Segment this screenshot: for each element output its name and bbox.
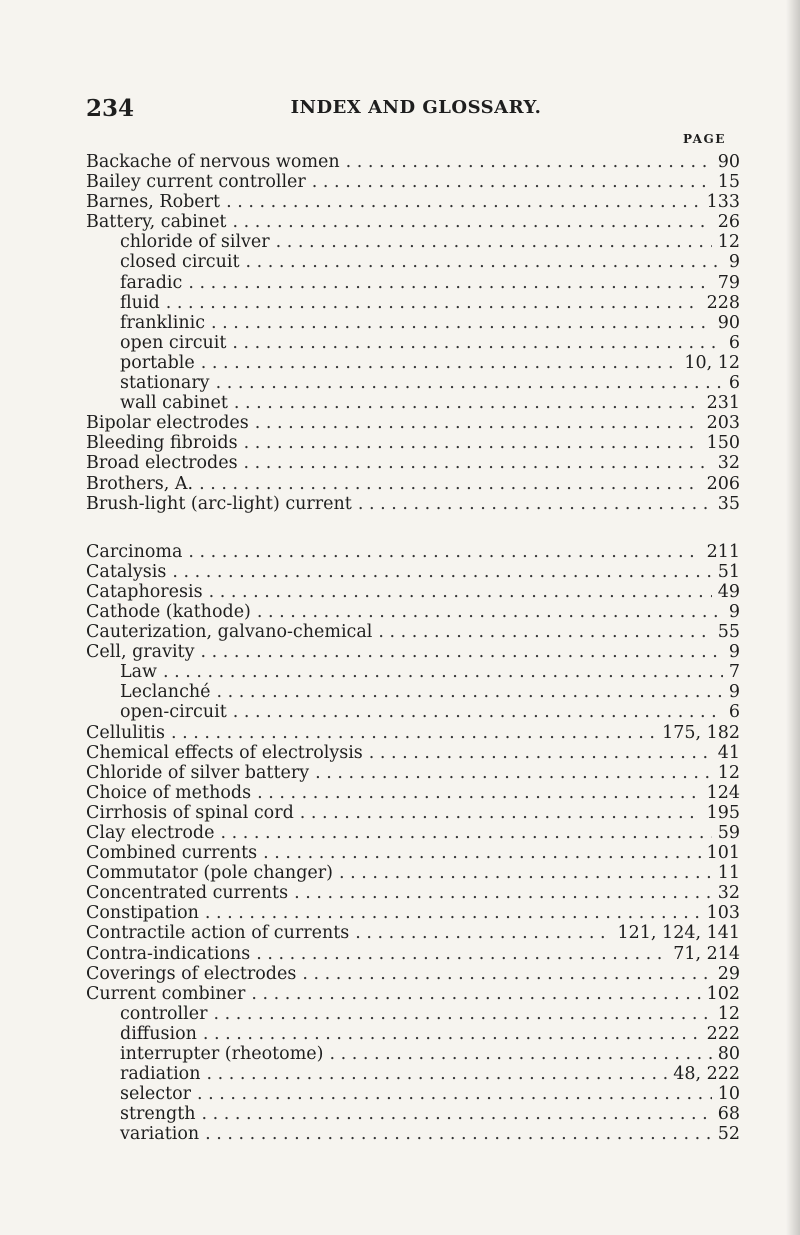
entry-term: wall cabinet <box>120 393 228 414</box>
entry-page-numbers: 41 <box>717 742 740 763</box>
index-subentry <box>86 1024 740 1044</box>
dot-leader <box>257 602 723 622</box>
entry-page-numbers: 68 <box>717 1104 740 1125</box>
dot-leader <box>355 923 611 943</box>
index-entry <box>86 843 740 863</box>
dot-leader <box>256 944 667 964</box>
page-column-label: PAGE <box>683 132 726 146</box>
entry-page-numbers: 51 <box>717 561 740 582</box>
index-entry <box>86 803 740 823</box>
entry-page-numbers: 124 <box>706 782 740 803</box>
dot-leader <box>232 212 711 232</box>
index-entry <box>86 984 740 1004</box>
page-header <box>86 95 746 125</box>
entry-term: Bailey current controller <box>86 172 306 193</box>
dot-leader <box>263 843 700 863</box>
entry-term: Law <box>120 662 158 683</box>
entry-term: open circuit <box>120 332 227 353</box>
index-entry <box>86 883 740 903</box>
index-subentry <box>86 682 740 702</box>
entry-term: selector <box>120 1084 192 1105</box>
entry-page-numbers: 71, 214 <box>673 943 740 964</box>
entry-term: Bleeding fibroids <box>86 433 238 454</box>
entry-term: stationary <box>120 373 210 394</box>
dot-leader <box>255 413 701 433</box>
entry-term: open-circuit <box>120 702 227 723</box>
dot-leader <box>199 474 701 494</box>
entry-term: fluid <box>120 292 160 313</box>
dot-leader <box>220 823 711 843</box>
entry-page-numbers: 206 <box>706 473 740 494</box>
dot-leader <box>200 642 722 662</box>
dot-leader <box>232 333 722 353</box>
index-entry <box>86 172 740 192</box>
dot-leader <box>294 883 712 903</box>
dot-leader <box>251 984 700 1004</box>
index-entry <box>86 453 740 473</box>
entry-page-numbers: 9 <box>728 252 740 273</box>
entry-term: faradic <box>120 272 183 293</box>
index-entry <box>86 622 740 642</box>
entry-term: interrupter (rheotome) <box>120 1044 324 1065</box>
entry-page-numbers: 231 <box>706 393 740 414</box>
dot-leader <box>300 803 701 823</box>
entry-page-numbers: 6 <box>728 332 740 353</box>
page-edge-shadow <box>786 0 800 1235</box>
entry-term: variation <box>120 1124 200 1145</box>
index-entry <box>86 783 740 803</box>
index-subentry <box>86 1044 740 1064</box>
entry-page-numbers: 12 <box>717 762 740 783</box>
dot-leader <box>246 252 723 272</box>
dot-leader <box>329 1044 711 1064</box>
entry-term: Cataphoresis <box>86 581 203 602</box>
entry-term: Barnes, Robert <box>86 192 221 213</box>
entry-page-numbers: 10 <box>717 1084 740 1105</box>
entry-page-numbers: 121, 124, 141 <box>617 923 740 944</box>
entry-page-numbers: 10, 12 <box>684 352 740 373</box>
entry-term: controller <box>120 1003 208 1024</box>
index-entry <box>86 602 740 622</box>
index-entry <box>86 474 740 494</box>
page-number: 234 <box>86 95 135 122</box>
index-subentry <box>86 702 740 722</box>
entry-page-numbers: 32 <box>717 453 740 474</box>
entry-page-numbers: 55 <box>717 622 740 643</box>
dot-leader <box>302 964 711 984</box>
index-entry <box>86 212 740 232</box>
entry-page-numbers: 228 <box>706 292 740 313</box>
index-subentry <box>86 373 740 393</box>
entry-page-numbers: 35 <box>717 493 740 514</box>
entry-term: franklinic <box>120 312 206 333</box>
entry-term: diffusion <box>120 1023 197 1044</box>
dot-leader <box>211 313 712 333</box>
dot-leader <box>163 662 723 682</box>
entry-term: Chloride of silver battery <box>86 762 310 783</box>
index-entry-list <box>86 152 740 1145</box>
index-subentry <box>86 252 740 272</box>
index-entry <box>86 642 740 662</box>
entry-term: Contra-indications <box>86 943 251 964</box>
entry-term: portable <box>120 352 195 373</box>
dot-leader <box>206 1064 667 1084</box>
entry-page-numbers: 80 <box>717 1044 740 1065</box>
entry-page-numbers: 11 <box>717 863 740 884</box>
entry-term: Catalysis <box>86 561 167 582</box>
index-entry <box>86 152 740 172</box>
index-entry <box>86 433 740 453</box>
index-subentry <box>86 273 740 293</box>
entry-term: Commutator (pole changer) <box>86 863 333 884</box>
entry-page-numbers: 90 <box>717 312 740 333</box>
dot-leader <box>226 192 701 212</box>
index-subentry <box>86 232 740 252</box>
entry-page-numbers: 6 <box>728 373 740 394</box>
dot-leader <box>209 582 712 602</box>
index-entry <box>86 562 740 582</box>
entry-term: Battery, cabinet <box>86 212 227 233</box>
entry-term: Combined currents <box>86 843 258 864</box>
dot-leader <box>346 152 712 172</box>
running-head: INDEX AND GLOSSARY. <box>290 97 542 118</box>
dot-leader <box>358 494 712 514</box>
index-subentry <box>86 1004 740 1024</box>
index-entry <box>86 964 740 984</box>
entry-term: radiation <box>120 1064 201 1085</box>
dot-leader <box>188 273 711 293</box>
entry-page-numbers: 195 <box>706 802 740 823</box>
dot-leader <box>205 903 701 923</box>
dot-leader <box>244 433 701 453</box>
entry-page-numbers: 12 <box>717 1003 740 1024</box>
entry-page-numbers: 32 <box>717 883 740 904</box>
entry-term: Cathode (kathode) <box>86 601 251 622</box>
entry-page-numbers: 49 <box>717 581 740 602</box>
entry-page-numbers: 211 <box>706 541 740 562</box>
index-entry <box>86 192 740 212</box>
index-subentry <box>86 662 740 682</box>
entry-term: Choice of methods <box>86 782 252 803</box>
index-entry <box>86 903 740 923</box>
dot-leader <box>171 723 656 743</box>
entry-page-numbers: 29 <box>717 963 740 984</box>
entry-page-numbers: 175, 182 <box>662 722 740 743</box>
dot-leader <box>213 1004 711 1024</box>
dot-leader <box>257 783 701 803</box>
index-entry <box>86 763 740 783</box>
index-entry <box>86 944 740 964</box>
entry-page-numbers: 133 <box>706 192 740 213</box>
dot-leader <box>339 863 712 883</box>
index-subentry <box>86 353 740 373</box>
index-subentry <box>86 1084 740 1104</box>
entry-term: Chemical effects of electrolysis <box>86 742 363 763</box>
entry-term: Concentrated currents <box>86 883 289 904</box>
entry-term: Cellulitis <box>86 722 166 743</box>
entry-term: Constipation <box>86 903 199 924</box>
dot-leader <box>312 172 712 192</box>
entry-term: Cell, gravity <box>86 642 195 663</box>
entry-page-numbers: 15 <box>717 172 740 193</box>
entry-page-numbers: 150 <box>706 433 740 454</box>
entry-term: strength <box>120 1104 196 1125</box>
index-subentry <box>86 313 740 333</box>
entry-page-numbers: 101 <box>706 843 740 864</box>
index-entry <box>86 723 740 743</box>
entry-page-numbers: 9 <box>728 601 740 622</box>
entry-page-numbers: 103 <box>706 903 740 924</box>
entry-term: Leclanché <box>120 682 211 703</box>
entry-term: closed circuit <box>120 252 240 273</box>
dot-leader <box>166 293 701 313</box>
dot-leader <box>244 453 712 473</box>
dot-leader <box>217 682 723 702</box>
entry-term: Current combiner <box>86 983 246 1004</box>
index-subentry <box>86 1124 740 1144</box>
entry-page-numbers: 52 <box>717 1124 740 1145</box>
entry-term: Brothers, A. <box>86 473 194 494</box>
entry-page-numbers: 9 <box>728 682 740 703</box>
entry-term: Cauterization, galvano-chemical <box>86 622 373 643</box>
dot-leader <box>203 1024 701 1044</box>
entry-term: Backache of nervous women <box>86 152 340 172</box>
index-entry <box>86 823 740 843</box>
dot-leader <box>188 542 700 562</box>
index-subentry <box>86 333 740 353</box>
entry-term: Coverings of electrodes <box>86 963 297 984</box>
entry-page-numbers: 59 <box>717 823 740 843</box>
index-subentry <box>86 1104 740 1124</box>
dot-leader <box>233 702 723 722</box>
index-entry <box>86 582 740 602</box>
index-entry <box>86 923 740 943</box>
index-entry <box>86 542 740 562</box>
dot-leader <box>234 393 701 413</box>
entry-page-numbers: 7 <box>728 662 740 683</box>
entry-page-numbers: 9 <box>728 642 740 663</box>
entry-term: Bipolar electrodes <box>86 413 249 434</box>
index-subentry <box>86 1064 740 1084</box>
index-entry <box>86 863 740 883</box>
dot-leader <box>205 1124 712 1144</box>
index-subentry <box>86 293 740 313</box>
entry-term: Cirrhosis of spinal cord <box>86 802 294 823</box>
index-entry <box>86 743 740 763</box>
index-entry <box>86 413 740 433</box>
dot-leader <box>369 743 712 763</box>
entry-term: Clay electrode <box>86 823 215 843</box>
entry-term: Contractile action of currents <box>86 923 350 944</box>
dot-leader <box>197 1084 712 1104</box>
entry-page-numbers: 6 <box>728 702 740 723</box>
entry-page-numbers: 48, 222 <box>673 1064 740 1085</box>
entry-page-numbers: 203 <box>706 413 740 434</box>
entry-page-numbers: 79 <box>717 272 740 293</box>
dot-leader <box>172 562 711 582</box>
index-entry <box>86 494 740 514</box>
entry-page-numbers: 90 <box>717 152 740 172</box>
dot-leader <box>216 373 723 393</box>
index-subentry <box>86 393 740 413</box>
entry-term: Carcinoma <box>86 541 183 562</box>
entry-term: Broad electrodes <box>86 453 238 474</box>
dot-leader <box>201 353 679 373</box>
dot-leader <box>202 1104 712 1124</box>
entry-page-numbers: 222 <box>706 1023 740 1044</box>
entry-page-numbers: 102 <box>706 983 740 1004</box>
entry-term: chloride of silver <box>120 232 270 253</box>
entry-page-numbers: 26 <box>717 212 740 233</box>
dot-leader <box>315 763 712 783</box>
dot-leader <box>378 622 711 642</box>
entry-page-numbers: 12 <box>717 232 740 253</box>
dot-leader <box>276 232 712 252</box>
entry-term: Brush-light (arc-light) current <box>86 493 352 514</box>
